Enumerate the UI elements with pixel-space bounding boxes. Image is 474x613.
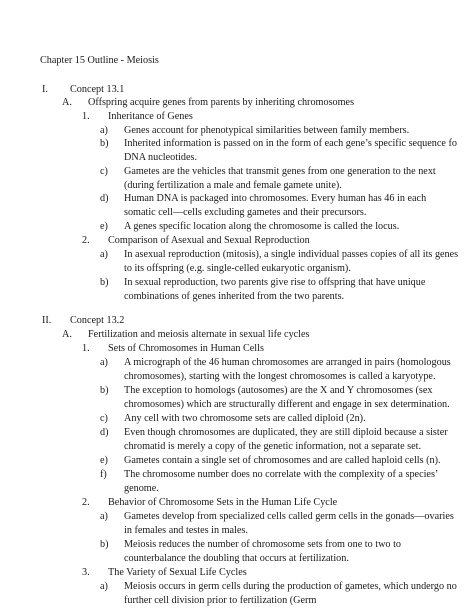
outline-text: combinations of genes inherited from the two parents. [124, 291, 345, 302]
document-title: Chapter 15 Outline - Meiosis [40, 55, 159, 66]
outline-text: in females and testes in males. [124, 525, 248, 536]
outline-text: The exception to homologs (autosomes) are the X and Y chromosomes (sex [124, 385, 433, 396]
outline-text: Inheritance of Genes [108, 111, 193, 122]
outline-marker: d) [100, 193, 109, 204]
outline-text: In sexual reproduction, two parents give rise to offspring that have unique [124, 277, 426, 288]
outline-marker: a) [100, 249, 108, 260]
outline-text: Concept 13.1 [70, 84, 125, 95]
outline-text: Sets of Chromosomes in Human Cells [108, 343, 264, 354]
outline-text: somatic cell—cells excluding gametes and their precursors. [124, 207, 367, 218]
outline-text: chromatid is merely a copy of the genetic information, not a separate set. [124, 441, 422, 452]
outline-text: to its offspring (e.g. single-celled eukaryotic organism). [124, 263, 351, 274]
outline-marker: b) [100, 277, 109, 288]
outline-marker: a) [100, 125, 108, 136]
outline-marker: c) [100, 166, 108, 177]
outline-text: In asexual reproduction (mitosis), a single individual passes copies of all its genes [124, 249, 459, 260]
outline-text: Behavior of Chromosome Sets in the Human Life Cycle [108, 497, 338, 508]
outline-text: Meiosis reduces the number of chromosome sets from one to two to [124, 539, 401, 550]
outline-text: further cell division prior to fertilization (Germ [124, 595, 317, 606]
outline-text: genome. [124, 483, 159, 494]
outline-marker: A. [62, 329, 72, 340]
outline-text: Meiosis occurs in germ cells during the production of gametes, which undergo no [124, 581, 457, 592]
outline-text: Gametes contain a single set of chromosomes and are called haploid cells (n). [124, 455, 441, 466]
outline-text: Human DNA is packaged into chromosomes. Every human has 46 in each [124, 193, 427, 204]
outline-text: Offspring acquire genes from parents by inheriting chromosomes [88, 97, 355, 108]
outline-marker: 2. [82, 497, 90, 508]
outline-text: Even though chromosomes are duplicated, they are still diploid because a sister [124, 427, 448, 438]
outline-text: The Variety of Sexual Life Cycles [108, 567, 247, 578]
outline-text: Genes account for phenotypical similarities between family members. [124, 125, 410, 136]
outline-marker: 2. [82, 235, 90, 246]
outline-marker: b) [100, 385, 109, 396]
outline-marker: c) [100, 413, 108, 424]
outline-text: Inherited information is passed on in the form of each gene’s specific sequence fo [124, 138, 457, 149]
outline-marker: 1. [82, 343, 90, 354]
outline-text: Gametes develop from specialized cells called germ cells in the gonads—ovaries [124, 511, 454, 522]
outline-marker: a) [100, 511, 108, 522]
outline-marker: d) [100, 427, 109, 438]
outline-marker: 3. [82, 567, 90, 578]
outline-text: DNA nucleotides. [124, 152, 197, 163]
outline-marker: b) [100, 539, 109, 550]
outline-marker: e) [100, 455, 108, 466]
outline-text: Fertilization and meiosis alternate in sexual life cycles [88, 329, 310, 340]
outline-text: Comparison of Asexual and Sexual Reproduction [108, 235, 310, 246]
outline-marker: a) [100, 581, 108, 592]
outline-marker: e) [100, 221, 108, 232]
outline-text: Any cell with two chromosome sets are called diploid (2n). [124, 413, 366, 424]
outline-text: The chromosome number does no correlate with the complexity of a species’ [124, 469, 439, 480]
outline-text: A micrograph of the 46 human chromosomes are arranged in pairs (homologous [124, 357, 451, 368]
outline-text: chromosomes), starting with the longest chromosomes is called a karyotype. [124, 371, 436, 382]
outline-text: (during fertilization a male and female gamete unite). [124, 180, 342, 191]
outline-text: Gametes are the vehicles that transmit genes from one generation to the next [124, 166, 436, 177]
outline-text: Concept 13.2 [70, 315, 125, 326]
outline-marker: 1. [82, 111, 90, 122]
outline-text: chromosomes) which are structurally different and engage in sex determination. [124, 399, 450, 410]
outline-marker: II. [42, 315, 52, 326]
outline-marker: I. [42, 84, 48, 95]
outline-marker: f) [100, 469, 107, 480]
outline-marker: b) [100, 138, 109, 149]
outline-text: A genes specific location along the chromosome is called the locus. [124, 221, 400, 232]
outline-marker: a) [100, 357, 108, 368]
outline-text: counterbalance the doubling that occurs at fertilization. [124, 553, 349, 564]
outline-marker: A. [62, 97, 72, 108]
